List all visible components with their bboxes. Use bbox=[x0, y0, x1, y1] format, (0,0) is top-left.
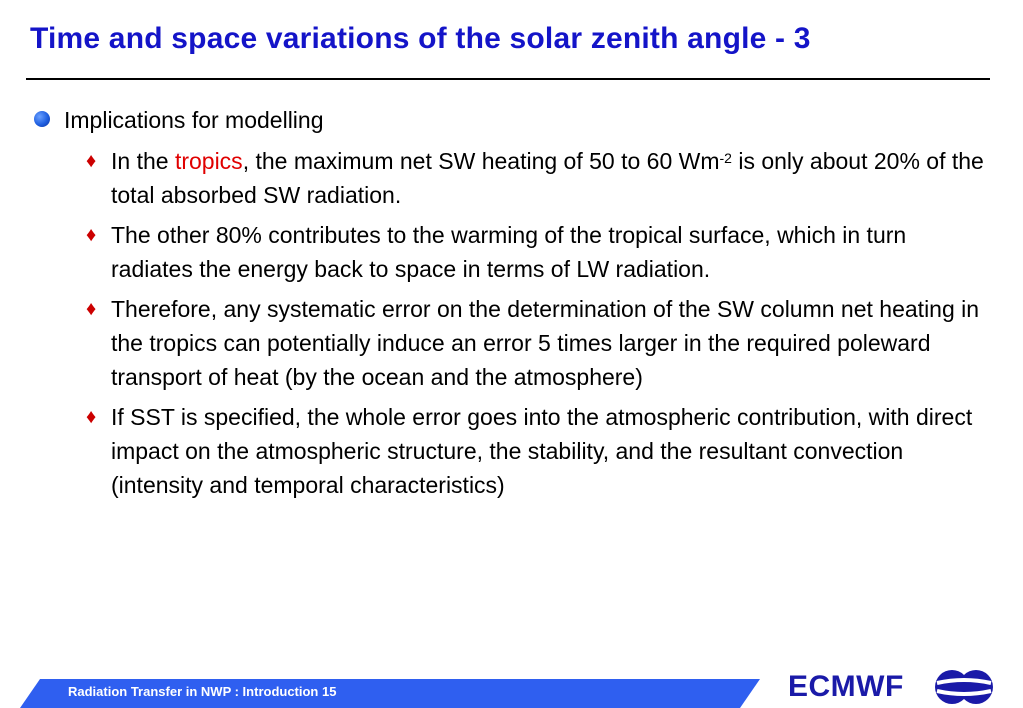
sub-bullet-sst bbox=[86, 400, 994, 502]
superscript-minus-two: -2 bbox=[719, 150, 732, 166]
sub-bullet-other-80 bbox=[86, 218, 994, 286]
bullet-implications-text: Implications for modelling bbox=[64, 107, 324, 133]
sub-bullet-therefore bbox=[86, 292, 994, 394]
bullet-implications bbox=[34, 104, 994, 138]
sub-bullet-tropics-part2: , the maximum net SW heating of 50 to 60 Wm bbox=[242, 148, 720, 174]
sub-bullet-tropics bbox=[86, 144, 994, 212]
sub-bullet-tropics-part1: In the bbox=[111, 148, 175, 174]
sub-bullet-therefore-text: Therefore, any systematic error on the determination of the SW column net heating in the tropics can potentially induce an error 5 times larger in the required poleward transport of heat (by the ocean and the atmosphere) bbox=[111, 296, 980, 390]
blue-sphere-bullet-icon bbox=[34, 111, 50, 127]
red-diamond-bullet-icon: ♦ bbox=[86, 150, 97, 172]
footer-text: Radiation Transfer in NWP : Introduction 15 bbox=[68, 684, 337, 699]
title-divider bbox=[26, 78, 990, 80]
sub-bullet-tropics-part3: is only about 20% of the total absorbed SW radiation. bbox=[111, 148, 984, 208]
ecmwf-brand-text: ECMWF bbox=[788, 670, 904, 703]
red-diamond-bullet-icon: ♦ bbox=[86, 224, 97, 246]
red-diamond-bullet-icon: ♦ bbox=[86, 406, 97, 428]
ecmwf-logo-icon bbox=[933, 668, 995, 706]
sub-bullet-other-80-text: The other 80% contributes to the warming of the tropical surface, which in turn radiates the energy back to space in terms of LW radiation. bbox=[111, 222, 907, 282]
slide-title: Time and space variations of the solar zenith angle - 3 bbox=[30, 22, 811, 55]
sub-bullet-sst-text: If SST is specified, the whole error goes into the atmospheric contribution, with direct impact on the atmospheric structure, the stability, and the resultant convection (intensity and temporal characteristics) bbox=[111, 404, 973, 498]
slide-content bbox=[34, 104, 994, 508]
red-diamond-bullet-icon: ♦ bbox=[86, 298, 97, 320]
tropics-highlight: tropics bbox=[174, 148, 243, 174]
